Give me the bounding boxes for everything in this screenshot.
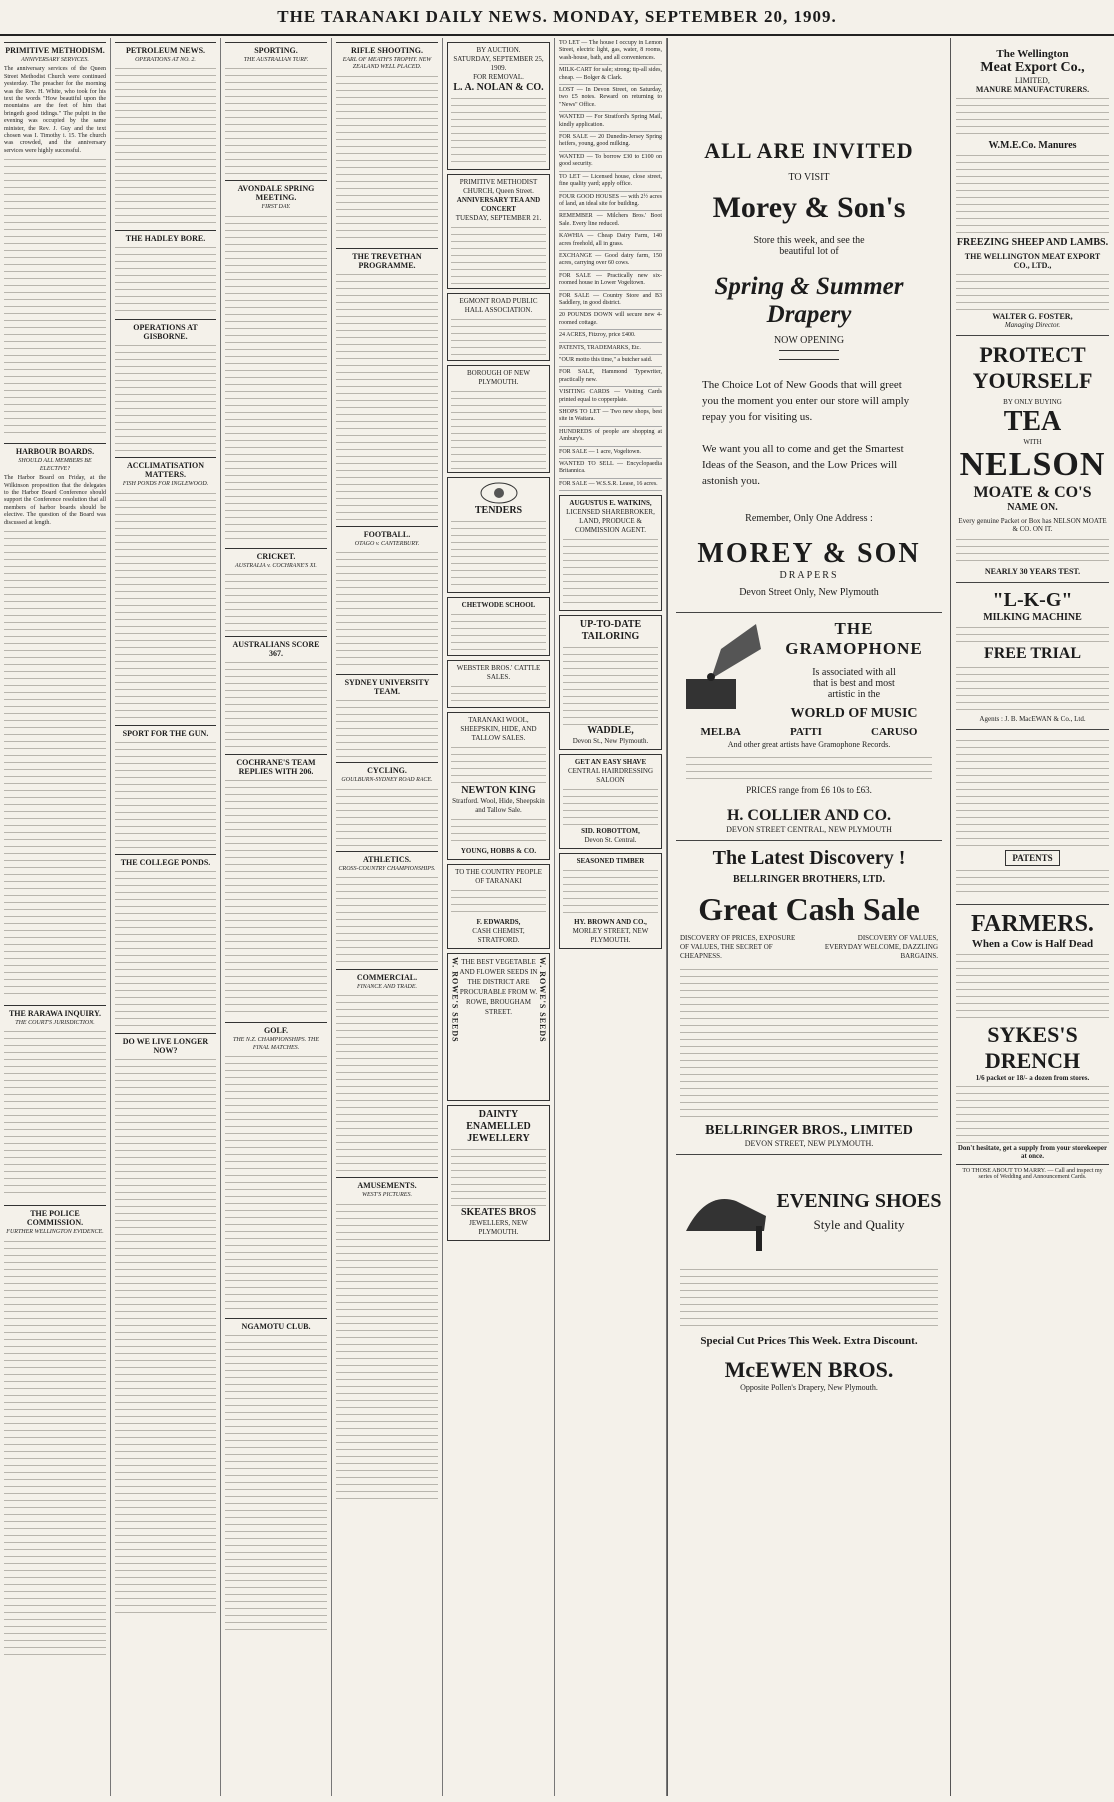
classified-item: FOUR GOOD HOUSES — with 2½ acres of land, an ideal site for building.: [559, 192, 662, 212]
article-headline: DO WE LIVE LONGER NOW?: [115, 1033, 216, 1055]
article-text-block: [115, 740, 216, 850]
ad-line: BOROUGH OF NEW PLYMOUTH.: [467, 369, 530, 386]
classified-item: KAWHIA — Cheap Dairy Farm, 140 acres freehold, all in grass.: [559, 231, 662, 251]
ad-firm: McEWEN BROS.: [724, 1357, 894, 1382]
ad-tenders: [447, 477, 550, 593]
ad-line: Store this week, and see the: [753, 235, 865, 246]
ad-watkins: [559, 495, 662, 611]
ad-line: Agents : J. B. MacEWAN & Co., Ltd.: [979, 715, 1086, 723]
ad-line: beautiful lot of: [779, 246, 839, 257]
ad-text-block: [680, 1267, 938, 1327]
ad-heading: The Latest Discovery !: [712, 847, 906, 869]
ad-firm: BELLRINGER BROTHERS, LTD.: [733, 874, 885, 885]
ad-text-block: [563, 537, 658, 607]
ad-firm: F. EDWARDS,: [476, 918, 521, 926]
ad-heading: MOATE & CO'S: [973, 484, 1092, 501]
ad-line: TUESDAY, SEPTEMBER 21.: [455, 214, 542, 222]
ad-firm: L. A. NOLAN & CO.: [453, 82, 544, 93]
article-text-block: [4, 157, 106, 437]
article-headline: SPORTING.: [225, 42, 327, 55]
article-headline: OPERATIONS AT GISBORNE.: [115, 319, 216, 341]
ad-egmont: [447, 293, 550, 361]
ad-text-block: [451, 612, 546, 652]
ad-heading: WORLD OF MUSIC: [790, 706, 918, 721]
article-text-block: [225, 778, 327, 1018]
article-text-block: [336, 993, 438, 1173]
article-headline: PETROLEUM NEWS.: [115, 42, 216, 55]
article-subhead: THE N.Z. CHAMPIONSHIPS. THE FINAL MATCHES.: [232, 1037, 319, 1051]
article-subhead: AUSTRALIA v. COCHRANE'S XI.: [235, 562, 317, 569]
ad-text-block: [451, 888, 546, 918]
ad-text-block: [451, 519, 546, 589]
article-subhead: FIRST DAY.: [261, 204, 291, 211]
article-body: The anniversary services of the Queen Street Methodist Church were continued yesterday. The preacher for the morning was the Rev. H. White, who took for his text the words "How beautiful upon the mountains are the feet of him that bringeth good tidings." The pulpit in the evening was occupied by the same minister, the Rev. J. Guy and the text chosen was I. Timothy i. 15. The church was crowded, and the anniversary services were highly successful.: [4, 66, 106, 154]
article-subhead: THE AUSTRALIAN TURF.: [243, 57, 309, 63]
article-harbour-boards: [4, 443, 106, 999]
ad-text-block: [956, 868, 1109, 898]
ad-paragraph: We want you all to come and get the Smartest Ideas of the Season, and the Low Prices will astonish you.: [702, 443, 904, 487]
article-subhead: THE COURT'S JURISDICTION.: [15, 1019, 95, 1026]
ad-line: DISCOVERY OF VALUES, EVERYDAY WELCOME, DAZZLING BARGAINS.: [824, 934, 938, 960]
article-headline: HARBOUR BOARDS.: [4, 443, 106, 456]
ad-firm: AUGUSTUS E. WATKINS,: [569, 499, 652, 508]
article-subhead: FURTHER WELLINGTON EVIDENCE.: [6, 1229, 104, 1236]
ad-text-block: [451, 317, 546, 357]
classified-item: WANTED — For Stratford's Spring Mail, kindly application.: [559, 112, 662, 132]
ad-firm: SID. ROBOTTOM,: [581, 827, 640, 836]
artist-name: PATTI: [789, 726, 822, 738]
classified-item: 24 ACRES, Fitzroy, price £400.: [559, 330, 662, 342]
ad-heading: NELSON: [959, 446, 1106, 483]
ad-line: UP-TO-DATE: [579, 619, 642, 631]
ad-heading: Spring & Summer Drapery: [714, 273, 904, 328]
ad-firm: HY. BROWN AND CO.,: [574, 918, 647, 927]
classified-item: 20 POUNDS DOWN will secure new 4-roomed cottage.: [559, 310, 662, 330]
ad-sykes-drench: [956, 905, 1109, 1186]
ad-waddle: [559, 615, 662, 750]
classified-item: FOR SALE — 20 Dunedin-Jersey Spring heifers, young, good milking.: [559, 132, 662, 152]
classified-item: "OUR motto this time," a butcher said.: [559, 355, 662, 367]
classified-item: SHOPS TO LET — Two new shops, best site in Waitara.: [559, 407, 662, 427]
ad-line: TENDERS: [474, 505, 523, 516]
ad-text-block: [451, 1147, 546, 1207]
classified-item: FOR SALE — Country Store and B3 Saddlery, in good district.: [559, 291, 662, 311]
ad-heading: DRENCH: [984, 1048, 1081, 1073]
article-headline: SPORT FOR THE GUN.: [115, 725, 216, 738]
ad-line: Every genuine Packet or Box has NELSON MOATE & CO. ON IT.: [958, 517, 1107, 533]
ad-line: ANNIVERSARY TEA AND CONCERT: [456, 196, 541, 213]
classified-item: TO LET — Licensed house, close street, fine quality yard; apply office.: [559, 172, 662, 192]
ad-heading: SYKES'S: [987, 1022, 1078, 1047]
article-subhead: CROSS-COUNTRY CHAMPIONSHIPS.: [338, 865, 436, 872]
ad-heading: Meat Export Co.,: [980, 60, 1085, 75]
article-headline: CRICKET.: [225, 548, 327, 561]
ad-line: DISCOVERY OF PRICES, EXPOSURE OF VALUES, THE SECRET OF CHEAPNESS.: [680, 934, 796, 960]
article-subhead: WEST'S PICTURES.: [362, 1192, 412, 1199]
ad-text-block: [563, 787, 658, 827]
ad-firm: H. COLLIER AND CO.: [726, 807, 892, 824]
artist-list: [676, 726, 942, 738]
article-text-block: [4, 529, 106, 999]
article-text-block: [336, 875, 438, 965]
ad-gramophone: [676, 613, 942, 841]
classified-item: TO LET — The house I occupy in Lemon Street, electric light, gas, water, 8 rooms, wash-house, bath, and all conveniences.: [559, 38, 662, 65]
article-headline: ATHLETICS.: [336, 851, 438, 864]
ad-firm: BELLRINGER BROS., LIMITED: [705, 1123, 913, 1138]
article-text-block: [225, 1054, 327, 1314]
ad-line: Remember, Only One Address :: [745, 513, 873, 524]
ad-text-block: [451, 225, 546, 285]
classified-item: LOST — In Devon Street, on Saturday, two £5 notes. Reward on returning to "News" Office.: [559, 85, 662, 112]
ad-text-block: [451, 817, 546, 847]
ad-heading: "L-K-G": [992, 589, 1073, 611]
ad-line: MILKING MACHINE: [983, 612, 1082, 623]
artist-name: CARUSO: [871, 726, 918, 738]
ad-nelson-tea: [956, 336, 1109, 583]
article-text-block: [225, 1333, 327, 1633]
classified-item: FOR SALE — 1 acre, Vogeltown.: [559, 447, 662, 459]
artist-name: MELBA: [700, 726, 741, 738]
article-text-block: [115, 869, 216, 1029]
article-text-block: [336, 74, 438, 244]
crest-icon: [479, 481, 519, 505]
article-text-block: [336, 1202, 438, 1502]
ad-heading: TEA: [1003, 406, 1062, 437]
classified-item: FOR SALE, Hammond Typewriter, practically new.: [559, 367, 662, 387]
ad-line: NOW OPENING: [773, 335, 845, 346]
ad-line: THE BEST VEGETABLE AND FLOWER SEEDS IN THE DISTRICT ARE PROCURABLE FROM W. ROWE, BROUGHAM STREET.: [459, 958, 538, 1016]
article-headline: ACCLIMATISATION MATTERS.: [115, 457, 216, 479]
ad-robottom: [559, 754, 662, 849]
ad-line: LIMITED,: [1015, 76, 1050, 85]
article-primitive-methodism: [4, 42, 106, 437]
ad-chetwode: [447, 597, 550, 656]
ad-line: Opposite Pollen's Drapery, New Plymouth.: [740, 1383, 878, 1392]
article-headline: CYCLING.: [336, 762, 438, 775]
article-headline: THE TREVETHAN PROGRAMME.: [336, 248, 438, 270]
ad-text-block: [451, 96, 546, 166]
ad-line: Devon Street Only, New Plymouth: [739, 587, 879, 598]
article-rarawa-inquiry: [4, 1005, 106, 1199]
ad-text-block: [956, 537, 1109, 567]
ad-line: DEVON STREET CENTRAL, NEW PLYMOUTH: [726, 825, 892, 834]
ad-line: TO VISIT: [788, 172, 830, 183]
ad-line: Style and Quality: [813, 1216, 905, 1232]
ad-line: W.M.E.Co. Manures: [988, 140, 1077, 151]
classified-item: EXCHANGE — Good dairy farm, 150 acres, carrying over 60 cows.: [559, 251, 662, 271]
column-2: [111, 38, 221, 1796]
classified-item: FOR SALE — Practically new six-roomed house in Lower Vogeltown.: [559, 271, 662, 291]
article-headline: THE POLICE COMMISSION.: [4, 1205, 106, 1227]
ad-heading: EVENING SHOES: [776, 1189, 942, 1212]
article-text-block: [115, 245, 216, 315]
ad-line: CHETWODE SCHOOL: [461, 601, 536, 609]
ad-text-block: [956, 625, 1109, 645]
ad-firm: Morey & Son's: [712, 191, 906, 224]
article-subhead: FINANCE AND TRADE.: [356, 984, 418, 991]
ad-line: TARANAKI WOOL, SHEEPSKIN, HIDE, AND TALLOW SALES.: [460, 716, 537, 742]
article-headline: COCHRANE'S TEAM REPLIES WITH 206.: [225, 754, 327, 776]
ad-heading: THE GRAMOPHONE: [785, 619, 923, 658]
ad-line: NEARLY 30 YEARS TEST.: [984, 567, 1081, 576]
article-text-block: [336, 698, 438, 758]
ad-text-block: [563, 645, 658, 725]
article-headline: AMUSEMENTS.: [336, 1177, 438, 1190]
masthead-title: THE TARANAKI DAILY NEWS. MONDAY, SEPTEMBER 20, 1909.: [277, 7, 837, 26]
article-headline: SYDNEY UNIVERSITY TEAM.: [336, 674, 438, 696]
classified-item: WANTED — To borrow £30 to £100 on good security.: [559, 152, 662, 172]
ad-text-block: [956, 153, 1109, 233]
ad-line: WALTER G. FOSTER,: [992, 312, 1073, 321]
ad-patents: [956, 730, 1109, 905]
ad-text-block: [956, 272, 1109, 312]
classified-item: REMEMBER — Milchers Bros.' Boot Sale. Every line reduced.: [559, 211, 662, 231]
ad-line: And other great artists have Gramophone Records.: [727, 740, 891, 749]
ad-lkg: [956, 583, 1109, 730]
ad-line: PRIMITIVE METHODIST CHURCH, Queen Street.: [459, 178, 538, 195]
ad-text-block: [563, 868, 658, 918]
article-text-block: [225, 214, 327, 544]
ad-line: Special Cut Prices This Week. Extra Discount.: [700, 1335, 918, 1347]
shoe-icon: [676, 1161, 776, 1261]
ad-side-label: W. ROWE'S SEEDS: [450, 957, 460, 1043]
ad-line: 1/6 packet or 18/- a dozen from stores.: [975, 1074, 1090, 1082]
ad-text-block: [686, 755, 932, 779]
masthead: [0, 0, 1114, 36]
ad-line: artistic in the: [827, 689, 881, 700]
column-6: [555, 38, 667, 1796]
article-subhead: SHOULD ALL MEMBERS BE ELECTIVE?: [18, 458, 92, 472]
classified-item: MILK-CART for sale; strong; tip-all sides, cheap. — Bolger & Clark.: [559, 65, 662, 85]
ad-methodist: [447, 174, 550, 289]
article-headline: FOOTBALL.: [336, 526, 438, 539]
ad-line: Devon St., New Plymouth.: [572, 737, 649, 746]
ad-line: WEBSTER BROS.' CATTLE SALES.: [456, 664, 541, 681]
display-ads-right: [950, 38, 1114, 1796]
ad-heading: PROTECT: [979, 342, 1086, 367]
ad-line: WITH: [1023, 438, 1042, 446]
ad-line: MANURE MANUFACTURERS.: [975, 85, 1090, 94]
classified-item: PATENTS, TRADEMARKS, Etc.: [559, 343, 662, 355]
ad-line: FOR REMOVAL.: [473, 73, 524, 81]
ad-text-block: [451, 389, 546, 469]
ad-line: that is best and most: [813, 678, 895, 689]
ad-text-block: [956, 96, 1109, 136]
ad-text-block: [956, 952, 1109, 1022]
ad-firm: YOUNG, HOBBS & CO.: [460, 847, 537, 855]
ad-line: NAME ON.: [1007, 502, 1058, 513]
article-text-block: [4, 1029, 106, 1199]
column-4: [332, 38, 443, 1796]
ad-line: SATURDAY, SEPTEMBER 25, 1909.: [453, 55, 544, 72]
ad-text-block: [680, 967, 938, 1117]
ad-line: THE WELLINGTON MEAT EXPORT CO., LTD.,: [964, 252, 1101, 270]
ad-firm: MOREY & SON: [697, 538, 921, 569]
article-subhead: ANNIVERSARY SERVICES.: [21, 57, 89, 63]
ad-line: EGMONT ROAD PUBLIC HALL ASSOCIATION.: [459, 297, 538, 314]
ad-line: ENAMELLED: [466, 1121, 531, 1132]
ad-heading: FARMERS.: [971, 911, 1094, 937]
article-text-block: [115, 491, 216, 721]
article-subhead: GOULBURN-SYDNEY ROAD RACE.: [341, 777, 433, 784]
article-text-block: [115, 343, 216, 453]
ad-line: BY AUCTION.: [476, 46, 521, 54]
ad-morey: [676, 42, 942, 613]
ad-firm: SKEATES BROS: [460, 1207, 537, 1218]
article-text-block: [336, 550, 438, 670]
classified-item: VISITING CARDS — Visiting Cards printed equal to copperplate.: [559, 387, 662, 407]
article-headline: AUSTRALIANS SCORE 367.: [225, 636, 327, 658]
ad-line: Don't hesitate, get a supply from your storekeeper at once.: [957, 1144, 1108, 1160]
article-body: The Harbor Board on Friday, at the Wilkinson proposition that the delegates to the Harbor Board Conference should support the Conference resolution that all members of harbor boards should be elective. The question of the Board was discussed at length.: [4, 475, 106, 526]
classified-item: FOR SALE — W.S.S.R. Lease, 16 acres.: [559, 479, 662, 491]
ad-bellringer: [676, 841, 942, 1155]
article-text-block: [115, 1057, 216, 1617]
ad-line: Is associated with all: [812, 667, 896, 678]
ad-skeates: [447, 1105, 550, 1241]
article-text-block: [336, 787, 438, 847]
classifieds-list: [559, 38, 662, 491]
article-headline: COMMERCIAL.: [336, 969, 438, 982]
ad-line: DEVON STREET, NEW PLYMOUTH.: [744, 1139, 874, 1148]
ad-firm: NEWTON KING: [461, 785, 536, 796]
ad-line: When a Cow is Half Dead: [971, 938, 1094, 950]
ad-heading: YOURSELF: [972, 368, 1093, 393]
ad-heading: FREE TRIAL: [983, 645, 1082, 662]
ad-line: LICENSED SHAREBROKER, LAND, PRODUCE & COMMISSION AGENT.: [566, 508, 655, 535]
ad-line: Managing Director.: [1004, 321, 1061, 329]
ad-meat-export: [956, 42, 1109, 336]
ad-line: MORLEY STREET, NEW PLYMOUTH.: [572, 927, 649, 945]
article-headline: NGAMOTU CLUB.: [225, 1318, 327, 1331]
article-subhead: FISH PONDS FOR INGLEWOOD.: [122, 481, 209, 488]
ad-line: BY ONLY BUYING: [1003, 398, 1062, 406]
column-3: [221, 38, 332, 1796]
ad-text-block: [956, 665, 1109, 715]
article-headline: AVONDALE SPRING MEETING.: [225, 180, 327, 202]
ad-text-block: [451, 745, 546, 785]
article-subhead: OTAGO v. CANTERBURY.: [354, 540, 420, 547]
ad-side-label: W. ROWE'S SEEDS: [538, 957, 547, 1043]
ornament-rule: [779, 350, 839, 360]
column-1: [0, 38, 111, 1796]
ad-text-block: [956, 1084, 1109, 1144]
ad-paragraph: The Choice Lot of New Goods that will greet you the moment you enter our store will amply repay you for visiting us.: [702, 379, 910, 423]
ad-line: FREEZING SHEEP AND LAMBS.: [956, 237, 1109, 248]
article-headline: THE RARAWA INQUIRY.: [4, 1005, 106, 1018]
ad-line: DRAPERS: [779, 570, 839, 581]
ad-text-block: [451, 684, 546, 704]
ad-webster: [447, 660, 550, 708]
ad-auction: [447, 42, 550, 170]
article-text-block: [225, 66, 327, 176]
ad-line: JEWELLERS, NEW PLYMOUTH.: [469, 1219, 528, 1236]
article-text-block: [4, 1239, 106, 1659]
patents-stamp: PATENTS: [1005, 850, 1059, 866]
article-headline: THE COLLEGE PONDS.: [115, 854, 216, 867]
ad-line: CENTRAL HAIRDRESSING SALOON: [567, 767, 654, 785]
ad-edwards: [447, 864, 550, 949]
ad-line: PRICES range from £6 10s to £63.: [746, 785, 872, 795]
ad-line: Stratford. Wool, Hide, Sheepskin and Tallow Sale.: [452, 797, 545, 814]
gramophone-icon: [676, 619, 766, 719]
ad-rowe-seeds: [447, 953, 550, 1101]
ad-line: TO THE COUNTRY PEOPLE OF TARANAKI: [455, 868, 542, 885]
article-text-block: [115, 66, 216, 226]
ad-line: TAILORING: [581, 631, 640, 643]
ad-firm: WADDLE,: [587, 725, 634, 737]
classified-item: WANTED TO SELL — Encyclopaedia Britannica.: [559, 459, 662, 479]
ad-mcewen: [676, 1155, 942, 1398]
ad-line: Devon St. Central.: [584, 836, 637, 845]
ad-line: SEASONED TIMBER: [576, 857, 645, 866]
ad-line: JEWELLERY: [467, 1133, 530, 1144]
article-police-commission: [4, 1205, 106, 1658]
ad-heading: Great Cash Sale: [698, 891, 920, 927]
ad-line: TO THOSE ABOUT TO MARRY. — Call and inspect my series of Wedding and Announcement Cards.: [956, 1164, 1109, 1180]
article-text-block: [336, 272, 438, 522]
article-text-block: [225, 660, 327, 750]
article-headline: THE HADLEY BORE.: [115, 230, 216, 243]
ad-brown-timber: [559, 853, 662, 949]
column-5: [443, 38, 555, 1796]
ad-line: GET AN EASY SHAVE: [574, 758, 647, 767]
ad-borough: [447, 365, 550, 473]
article-text-block: [225, 572, 327, 632]
ad-line: DAINTY: [478, 1109, 519, 1120]
article-subhead: OPERATIONS AT NO. 2.: [135, 57, 196, 63]
classified-item: HUNDREDS of people are shopping at Ambury's.: [559, 427, 662, 447]
ad-text-block: [956, 738, 1109, 848]
display-ads-main: [667, 38, 950, 1796]
ad-heading: ALL ARE INVITED: [704, 138, 914, 163]
article-subhead: EARL OF MEATH'S TROPHY. NEW ZEALAND WELL PLACED.: [342, 57, 432, 71]
ad-wool-sales: [447, 712, 550, 860]
ad-heading: The Wellington: [996, 48, 1069, 60]
article-headline: PRIMITIVE METHODISM.: [4, 42, 106, 55]
article-headline: RIFLE SHOOTING.: [336, 42, 438, 55]
ad-line: CASH CHEMIST, STRATFORD.: [472, 927, 525, 944]
article-headline: GOLF.: [225, 1022, 327, 1035]
